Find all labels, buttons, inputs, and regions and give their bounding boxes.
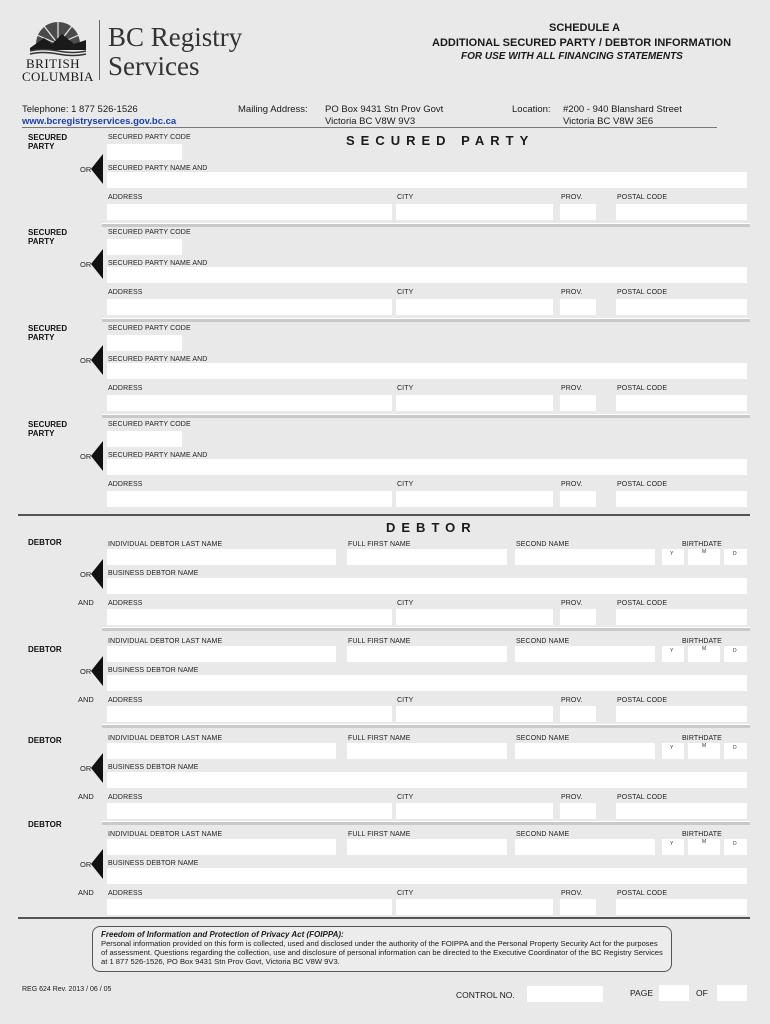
postal-code-field[interactable] [616,491,747,507]
address-label: ADDRESS [108,385,143,392]
prov-field[interactable] [560,204,596,220]
privacy-title: Freedom of Information and Protection of Privacy Act (FOIPPA): [101,930,344,939]
telephone: Telephone: 1 877 526-1526 [22,104,138,115]
row-divider [102,724,750,728]
or-arrow-icon [91,656,103,686]
or-arrow-icon [91,345,103,375]
debtor-heading: DEBTOR [386,520,477,535]
address-field[interactable] [107,803,392,819]
address-label: ADDRESS [108,194,143,201]
last-name-field[interactable] [107,549,336,565]
and-label: AND [78,598,94,607]
second-name-field[interactable] [515,743,655,759]
secured-party-name-label: SECURED PARTY NAME AND [108,452,208,459]
page-label: PAGE [630,988,653,998]
city-field[interactable] [396,395,553,411]
secured-party-name-label: SECURED PARTY NAME AND [108,260,208,267]
prov-label: PROV. [561,600,583,607]
city-label: CITY [397,890,414,897]
birthdate-d-label: D [733,648,737,654]
bottom-divider [18,917,750,919]
control-no-field[interactable] [527,986,603,1002]
secured-party-side-label: SECURED PARTY [28,133,68,151]
business-name-field[interactable] [107,772,747,788]
or-arrow-icon [91,559,103,589]
mailing-line-2: Victoria BC V8W 9V3 [325,116,416,127]
form-id: REG 624 Rev. 2013 / 06 / 05 [22,986,112,993]
postal-code-field[interactable] [616,899,747,915]
sun-mountain-logo-icon [22,18,94,58]
postal-code-label: POSTAL CODE [617,289,668,296]
last-name-field[interactable] [107,646,336,662]
prov-field[interactable] [560,609,596,625]
prov-field[interactable] [560,706,596,722]
logo-text-columbia: COLUMBIA [22,69,94,84]
postal-code-field[interactable] [616,803,747,819]
or-arrow-icon [91,753,103,783]
secured-party-name-field[interactable] [107,267,747,283]
postal-code-field[interactable] [616,204,747,220]
second-name-field[interactable] [515,646,655,662]
logo-divider [99,20,100,80]
secured-party-code-field[interactable] [107,239,182,255]
location-label: Location: [512,104,551,115]
business-name-field[interactable] [107,868,747,884]
mailing-label: Mailing Address: [238,104,308,115]
prov-label: PROV. [561,385,583,392]
birthdate-m-label: M [702,549,707,555]
birthdate-d-label: D [733,551,737,557]
secured-party-name-field[interactable] [107,363,747,379]
prov-field[interactable] [560,899,596,915]
or-arrow-icon [91,849,103,879]
brand-line-2: Services [108,51,200,81]
secured-party-code-label: SECURED PARTY CODE [108,229,191,236]
address-label: ADDRESS [108,794,143,801]
address-field[interactable] [107,491,392,507]
page-field[interactable] [659,985,689,1001]
row-divider [102,414,750,418]
brand-line-1: BC Registry [108,22,243,52]
prov-label: PROV. [561,289,583,296]
postal-code-label: POSTAL CODE [617,385,668,392]
secured-party-code-field[interactable] [107,335,182,351]
address-label: ADDRESS [108,600,143,607]
address-field[interactable] [107,899,392,915]
birthdate-label: BIRTHDATE [682,735,722,742]
prov-field[interactable] [560,299,596,315]
secured-party-code-label: SECURED PARTY CODE [108,325,191,332]
address-field[interactable] [107,609,392,625]
mailing-line-1: PO Box 9431 Stn Prov Govt [325,104,444,115]
last-name-label: INDIVIDUAL DEBTOR LAST NAME [108,541,223,548]
or-label: OR [80,356,92,365]
city-label: CITY [397,600,414,607]
city-field[interactable] [396,706,553,722]
row-divider [102,223,750,227]
debtor-side-label: DEBTOR [28,820,62,829]
birthdate-y-label: Y [670,745,674,751]
city-field[interactable] [396,899,553,915]
second-name-field[interactable] [515,549,655,565]
first-name-label: FULL FIRST NAME [348,831,411,838]
birthdate-m-label: M [702,646,707,652]
row-divider [102,627,750,631]
postal-code-field[interactable] [616,299,747,315]
debtor-side-label: DEBTOR [28,645,62,654]
city-label: CITY [397,794,414,801]
bc-logo [22,18,94,84]
secured-party-name-field[interactable] [107,459,747,475]
prov-field[interactable] [560,491,596,507]
city-field[interactable] [396,204,553,220]
city-field[interactable] [396,803,553,819]
or-arrow-icon [91,154,103,184]
secured-party-code-field[interactable] [107,144,182,160]
first-name-field[interactable] [347,549,507,565]
secured-party-name-label: SECURED PARTY NAME AND [108,356,208,363]
secured-party-code-label: SECURED PARTY CODE [108,134,191,141]
section-divider [18,514,750,516]
address-label: ADDRESS [108,890,143,897]
row-divider [102,821,750,825]
logo-text-british: BRITISH [26,56,81,71]
and-label: AND [78,792,94,801]
address-label: ADDRESS [108,697,143,704]
secured-party-name-field[interactable] [107,172,747,188]
last-name-field[interactable] [107,743,336,759]
first-name-field[interactable] [347,646,507,662]
or-label: OR [80,860,92,869]
privacy-notice [92,926,672,972]
second-name-label: SECOND NAME [516,831,570,838]
city-label: CITY [397,385,414,392]
prov-field[interactable] [560,803,596,819]
address-label: ADDRESS [108,289,143,296]
second-name-label: SECOND NAME [516,541,570,548]
postal-code-field[interactable] [616,706,747,722]
postal-code-label: POSTAL CODE [617,794,668,801]
address-field[interactable] [107,706,392,722]
business-name-label: BUSINESS DEBTOR NAME [108,764,199,771]
row-divider [102,318,750,322]
birthdate-y-label: Y [670,648,674,654]
first-name-field[interactable] [347,743,507,759]
second-name-label: SECOND NAME [516,735,570,742]
second-name-label: SECOND NAME [516,638,570,645]
form-title: ADDITIONAL SECURED PARTY / DEBTOR INFORMATION [432,37,732,49]
secured-party-heading: SECURED PARTY [346,133,535,148]
address-label: ADDRESS [108,481,143,488]
last-name-label: INDIVIDUAL DEBTOR LAST NAME [108,735,223,742]
birthdate-label: BIRTHDATE [682,541,722,548]
last-name-label: INDIVIDUAL DEBTOR LAST NAME [108,831,223,838]
of-label: OF [696,988,708,998]
control-no-label: CONTROL NO. [456,990,515,1000]
location-line-1: #200 - 940 Blanshard Street [563,104,682,115]
birthdate-d-label: D [733,841,737,847]
birthdate-label: BIRTHDATE [682,831,722,838]
business-name-label: BUSINESS DEBTOR NAME [108,860,199,867]
prov-label: PROV. [561,194,583,201]
postal-code-field[interactable] [616,395,747,411]
debtor-side-label: DEBTOR [28,736,62,745]
or-label: OR [80,165,92,174]
website-link[interactable]: www.bcregistryservices.gov.bc.ca [22,116,177,127]
form-subtitle: FOR USE WITH ALL FINANCING STATEMENTS [461,51,683,62]
business-name-label: BUSINESS DEBTOR NAME [108,570,199,577]
prov-label: PROV. [561,890,583,897]
first-name-label: FULL FIRST NAME [348,735,411,742]
or-label: OR [80,764,92,773]
city-field[interactable] [396,609,553,625]
first-name-label: FULL FIRST NAME [348,638,411,645]
postal-code-field[interactable] [616,609,747,625]
privacy-text: Personal information provided on this form is collected, used and disclosed under the authority of the FOIPPA and the Personal Property Security Act for the purposes of assessment. Questions regarding the collection, use and disclosure of personal information can be directed to the Executive Coordinator of the BC Registry Services at 1 877 526-1526, PO Box 9431 Stn Prov Govt, Victoria BC V8W 9V3. [101,939,663,966]
city-label: CITY [397,194,414,201]
or-label: OR [80,667,92,676]
and-label: AND [78,888,94,897]
birthdate-y-label: Y [670,841,674,847]
business-name-field[interactable] [107,578,747,594]
first-name-field[interactable] [347,839,507,855]
or-label: OR [80,452,92,461]
business-name-field[interactable] [107,675,747,691]
secured-party-side-label: SECURED PARTY [28,420,68,438]
postal-code-label: POSTAL CODE [617,600,668,607]
or-label: OR [80,570,92,579]
secured-party-name-label: SECURED PARTY NAME AND [108,165,208,172]
city-field[interactable] [396,491,553,507]
prov-label: PROV. [561,794,583,801]
location-line-2: Victoria BC V8W 3E6 [563,116,654,127]
birthdate-label: BIRTHDATE [682,638,722,645]
secured-party-code-field[interactable] [107,431,182,447]
schedule-label: SCHEDULE A [549,22,621,34]
birthdate-y-label: Y [670,551,674,557]
birthdate-m-label: M [702,839,707,845]
secured-party-side-label: SECURED PARTY [28,228,68,246]
postal-code-label: POSTAL CODE [617,697,668,704]
business-name-label: BUSINESS DEBTOR NAME [108,667,199,674]
postal-code-label: POSTAL CODE [617,481,668,488]
birthdate-d-label: D [733,745,737,751]
city-label: CITY [397,481,414,488]
and-label: AND [78,695,94,704]
first-name-label: FULL FIRST NAME [348,541,411,548]
address-field[interactable] [107,204,392,220]
last-name-field[interactable] [107,839,336,855]
or-arrow-icon [91,441,103,471]
birthdate-m-label: M [702,743,707,749]
contact-divider [22,127,717,128]
or-label: OR [80,260,92,269]
second-name-field[interactable] [515,839,655,855]
secured-party-side-label: SECURED PARTY [28,324,68,342]
city-label: CITY [397,289,414,296]
address-field[interactable] [107,299,392,315]
prov-label: PROV. [561,481,583,488]
secured-party-code-label: SECURED PARTY CODE [108,421,191,428]
address-field[interactable] [107,395,392,411]
prov-label: PROV. [561,697,583,704]
city-label: CITY [397,697,414,704]
city-field[interactable] [396,299,553,315]
or-arrow-icon [91,249,103,279]
page-total-field[interactable] [717,985,747,1001]
postal-code-label: POSTAL CODE [617,890,668,897]
debtor-side-label: DEBTOR [28,538,62,547]
prov-field[interactable] [560,395,596,411]
last-name-label: INDIVIDUAL DEBTOR LAST NAME [108,638,223,645]
postal-code-label: POSTAL CODE [617,194,668,201]
